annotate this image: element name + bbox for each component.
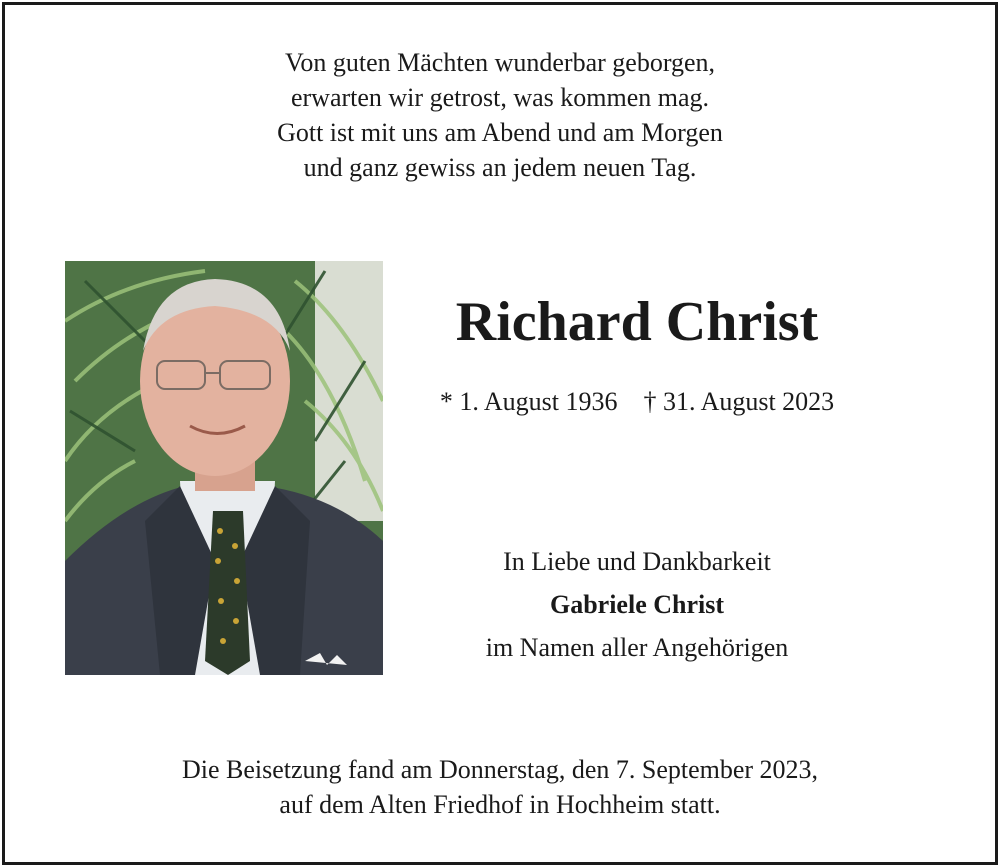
birth-date: * 1. August 1936 [439,387,618,416]
burial-line-1: Die Beisetzung fand am Donnerstag, den 7. September 2023, [181,755,819,784]
mourners-outro: im Namen aller Angehörigen [485,633,789,662]
verse-line-3: Gott ist mit uns am Abend und am Morgen [277,118,723,147]
verse-line-1: Von guten Mächten wunderbar geborgen, [284,48,716,77]
verse-block [5,45,995,185]
mourners-intro: In Liebe und Dankbarkeit [503,547,771,576]
burial-line-2: auf dem Alten Friedhof in Hochheim statt. [279,790,721,819]
mourner-name: Gabriele Christ [549,590,725,619]
mourners-block [395,540,879,669]
death-date: † 31. August 2023 [643,387,835,416]
portrait-photo [65,261,383,675]
obituary-notice [2,2,998,865]
life-dates [395,385,879,419]
deceased-name: Richard Christ [455,291,819,353]
verse-line-4: und ganz gewiss an jedem neuen Tag. [303,153,697,182]
verse-line-2: erwarten wir getrost, was kommen mag. [290,83,710,112]
burial-info [5,752,995,822]
portrait-illustration [65,261,383,675]
